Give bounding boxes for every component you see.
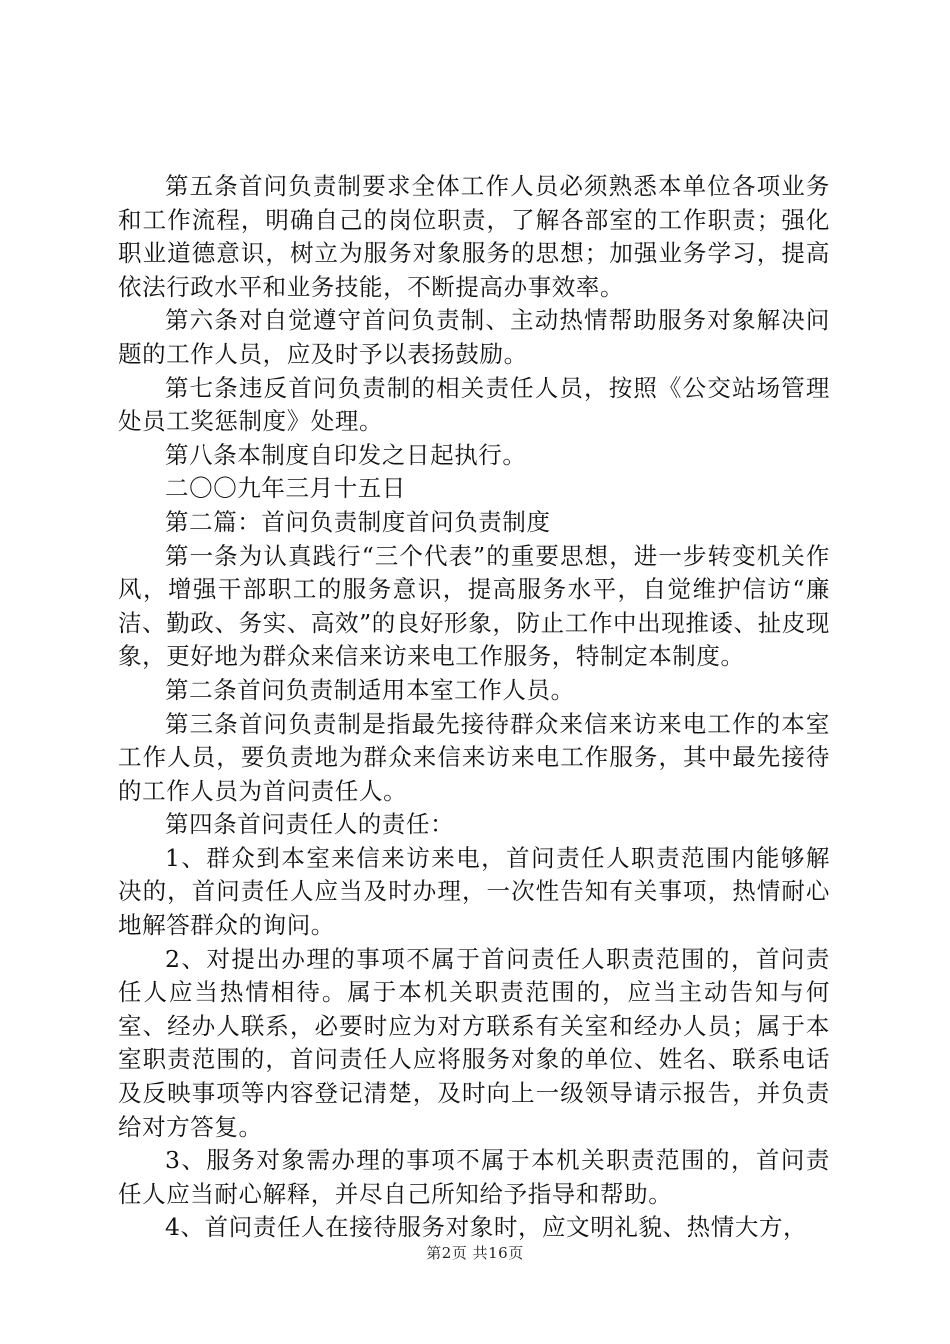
paragraph-article-2: 第二条首问负责制适用本室工作人员。 [165, 675, 575, 704]
page-number-footer: 第2页 共16页 [426, 1244, 524, 1262]
paragraph-article-6: 第六条对自觉遵守首问负责制、主动热情帮助服务对象解决问题的工作人员，应及时予以表扬鼓励。 [118, 306, 830, 368]
paragraph-article-3: 第三条首问负责制是指最先接待群众来信来访来电工作的本室工作人员，要负责地为群众来信来访来电工作服务，其中最先接待的工作人员为首问责任人。 [118, 709, 830, 805]
list-item-3: 3、服务对象需办理的事项不属于本机关职责范围的，首问责任人应当耐心解释，并尽自己所知给予指导和帮助。 [118, 1146, 830, 1208]
paragraph-article-1: 第一条为认真践行“三个代表”的重要思想，进一步转变机关作风，增强干部职工的服务意识，提高服务水平，自觉维护信访“廉洁、勤政、务实、高效”的良好形象，防止工作中出现推诿、扯皮现象，更好地为群众来信来访来电工作服务，特制定本制度。 [118, 541, 830, 671]
paragraph-article-4: 第四条首问责任人的责任： [165, 810, 455, 839]
list-item-4: 4、首问责任人在接待服务对象时，应文明礼貌、热情大方， [165, 1213, 808, 1242]
section-heading: 第二篇：首问负责制度首问负责制度 [165, 507, 551, 536]
paragraph-article-5: 第五条首问负责制要求全体工作人员必须熟悉本单位各项业务和工作流程，明确自己的岗位职责，了解各部室的工作职责；强化职业道德意识，树立为服务对象服务的思想；加强业务学习，提高依法行政水平和业务技能，不断提高办事效率。 [118, 172, 830, 301]
list-item-1: 1、群众到本室来信来访来电，首问责任人职责范围内能够解决的，首问责任人应当及时办理，一次性告知有关事项，热情耐心地解答群众的询问。 [118, 843, 830, 940]
document-body [118, 170, 830, 1245]
paragraph-date: 二〇〇九年三月十五日 [165, 474, 406, 503]
list-item-2: 2、对提出办理的事项不属于首问责任人职责范围的，首问责任人应当热情相待。属于本机关职责范围的，应当主动告知与何室、经办人联系，必要时应为对方联系有关室和经办人员；属于本室职责范围的，首问责任人应将服务对象的单位、姓名、联系电话及反映事项等内容登记清楚，及时向上一级领导请示报告，并负责给对方答复。 [118, 944, 830, 1141]
paragraph-article-7: 第七条违反首问负责制的相关责任人员，按照《公交站场管理处员工奖惩制度》处理。 [118, 373, 830, 436]
paragraph-article-8: 第八条本制度自印发之日起执行。 [165, 440, 527, 469]
